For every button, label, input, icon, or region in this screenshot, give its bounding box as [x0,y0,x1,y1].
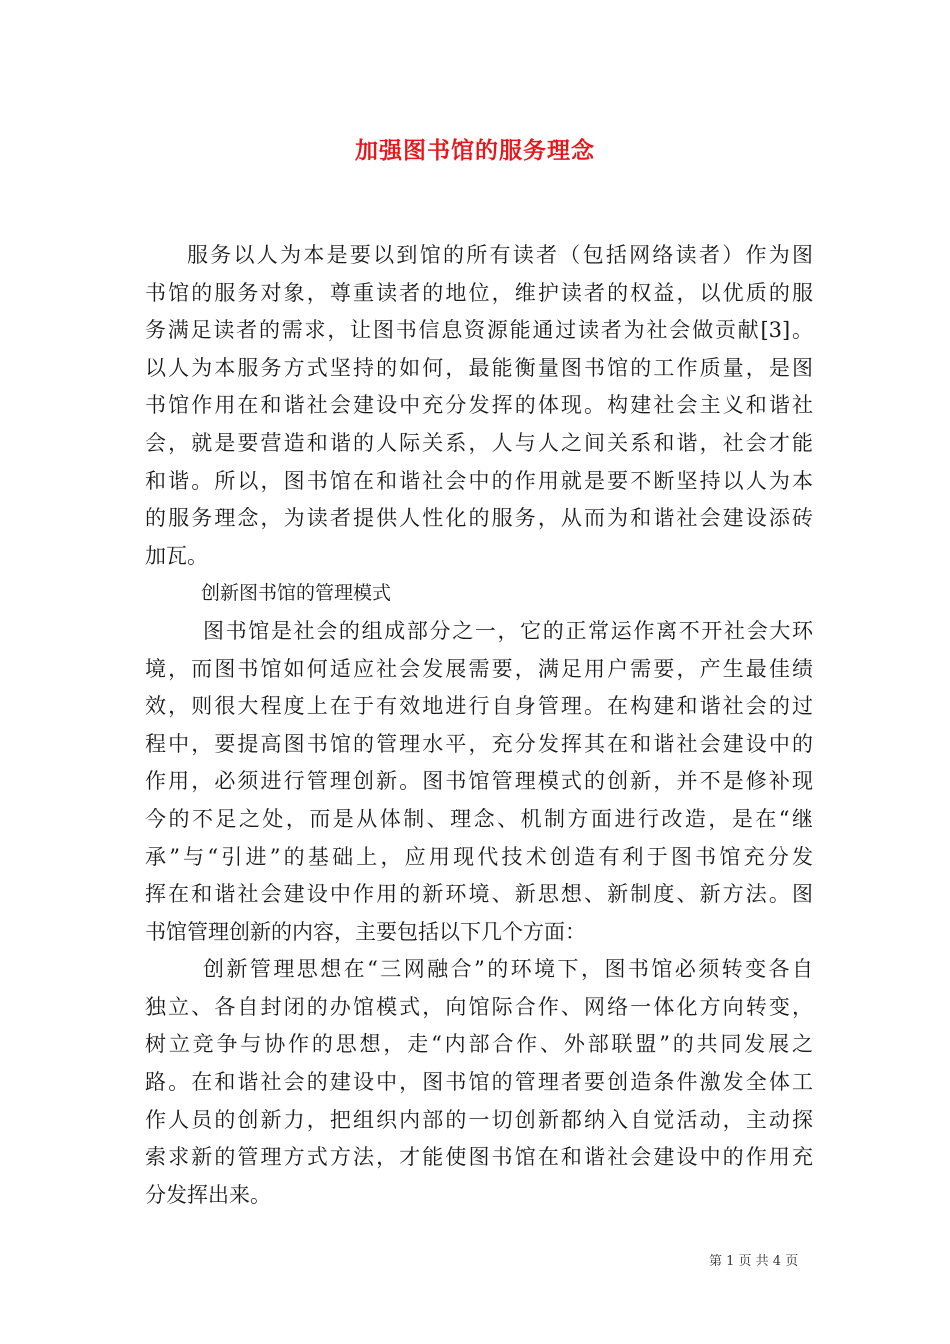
text-line: 作用，必须进行管理创新。图书馆管理模式的创新，并不是修补现 [145,769,813,794]
text-line: 图书馆是社会的组成部分之一，它的正常运作离不开社会大环 [203,618,813,643]
text-line: 分发挥出来。 [145,1182,271,1207]
text-line: 书馆的服务对象，尊重读者的地位，维护读者的权益，以优质的服 [145,280,813,305]
text-line: 书馆管理创新的内容，主要包括以下几个方面： [145,919,586,944]
paragraph [145,951,813,1214]
text-line: 书馆作用在和谐社会建设中充分发挥的体现。构建社会主义和谐社 [145,393,813,418]
text-line: 挥在和谐社会建设中作用的新环境、新思想、新制度、新方法。图 [145,882,813,907]
text-line: 会，就是要营造和谐的人际关系，人与人之间关系和谐，社会才能 [145,430,813,455]
text-line: 创新图书馆的管理模式 [201,582,392,605]
section-heading [145,575,813,613]
text-line: 作人员的创新力，把组织内部的一切创新都纳入自觉活动，主动探 [145,1107,813,1132]
text-line: 境，而图书馆如何适应社会发展需要，满足用户需要，产生最佳绩 [145,656,813,681]
text-line: 和谐。所以，图书馆在和谐社会中的作用就是要不断坚持以人为本 [145,468,813,493]
text-line: 的服务理念，为读者提供人性化的服务，从而为和谐社会建设添砖 [145,506,813,531]
text-line: 加瓦。 [145,543,208,568]
text-line: 路。在和谐社会的建设中，图书馆的管理者要创造条件激发全体工 [145,1070,813,1095]
text-line: 承”与“引进”的基础上，应用现代技术创造有利于图书馆充分发 [145,844,813,869]
paragraph [145,613,813,951]
text-line: 树立竞争与协作的思想，走“内部合作、外部联盟”的共同发展之 [145,1032,813,1057]
page-number: 第 1 页 共 4 页 [709,1254,799,1269]
paragraph [145,237,813,575]
text-line: 服务以人为本是要以到馆的所有读者（包括网络读者）作为图 [187,243,813,267]
text-line: 以人为本服务方式坚持的如何，最能衡量图书馆的工作质量，是图 [145,355,813,380]
document-title: 加强图书馆的服务理念 [355,137,595,164]
text-line: 效，则很大程度上在于有效地进行自身管理。在构建和谐社会的过 [145,694,813,719]
text-line: 独立、各自封闭的办馆模式，向馆际合作、网络一体化方向转变， [145,994,813,1019]
text-line: 索求新的管理方式方法，才能使图书馆在和谐社会建设中的作用充 [145,1145,813,1170]
text-line: 创新管理思想在“三网融合”的环境下，图书馆必须转变各自 [203,957,813,982]
document-body [145,237,813,1214]
text-line: 程中，要提高图书馆的管理水平，充分发挥其在和谐社会建设中的 [145,731,813,756]
text-line: 今的不足之处，而是从体制、理念、机制方面进行改造，是在“继 [145,806,813,831]
text-line: 务满足读者的需求，让图书信息资源能通过读者为社会做贡献[3]。 [145,318,813,343]
